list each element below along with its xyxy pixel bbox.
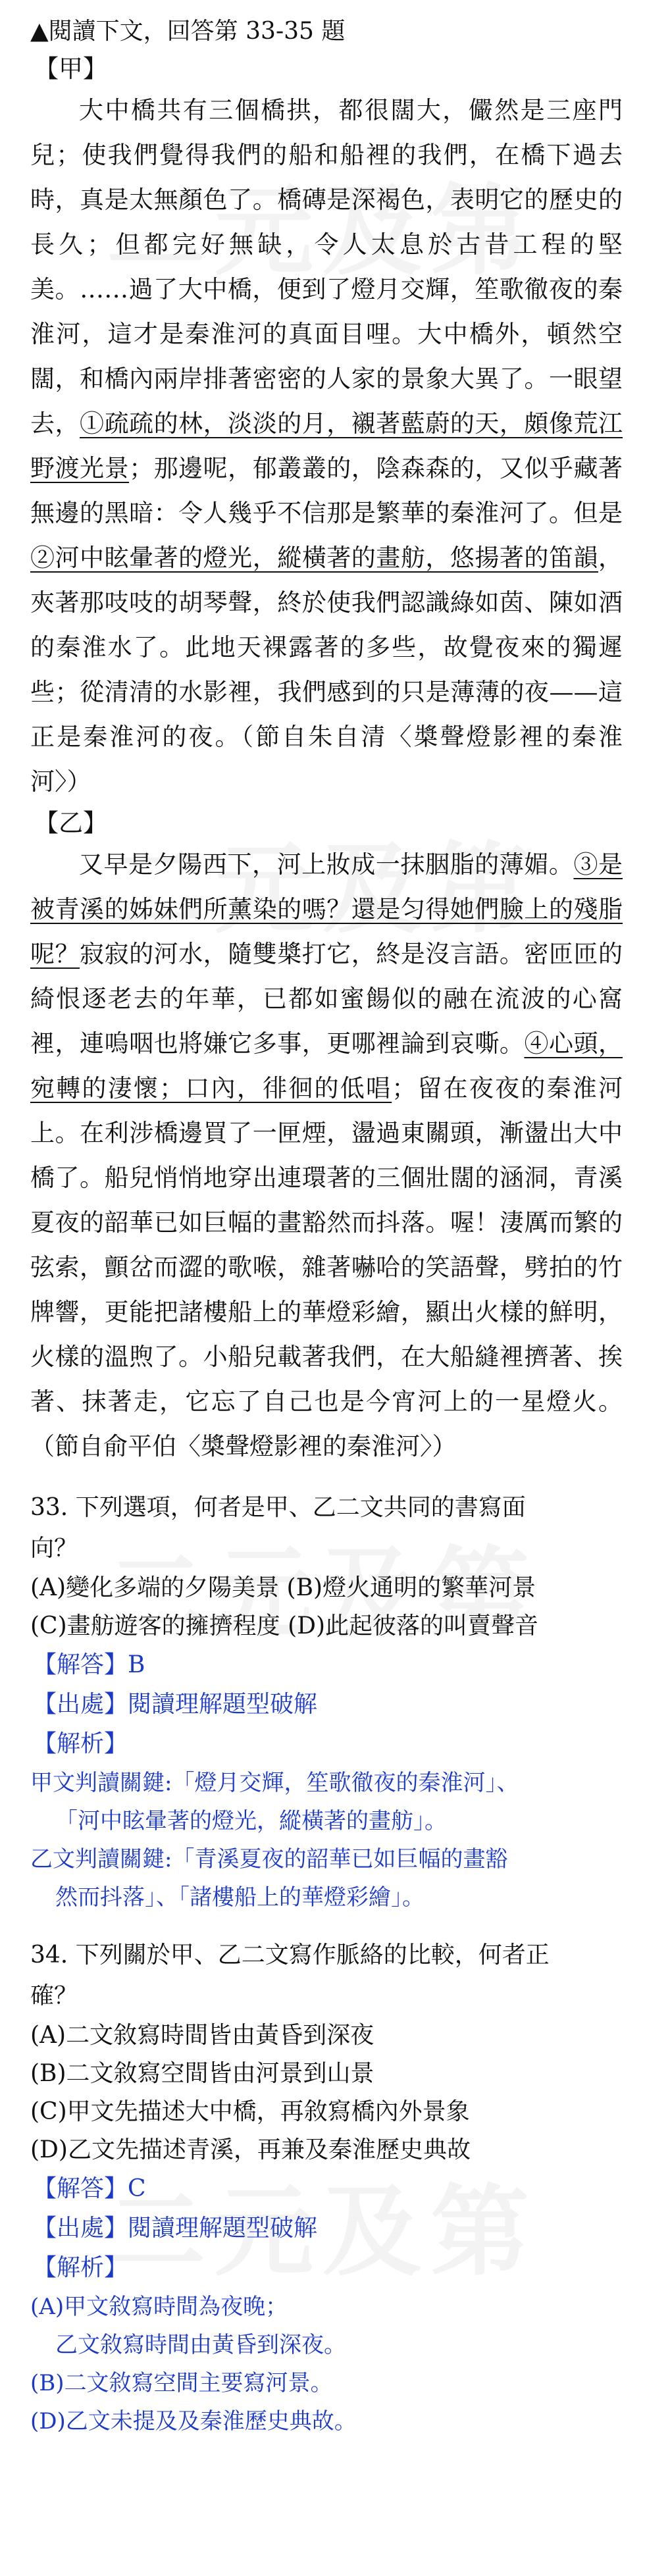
question-34-note-d: (D)乙文未提及及秦淮歷史典故。 [30, 2408, 357, 2434]
passage-a-label: 【甲】 [34, 55, 107, 83]
question-34-answer: 【解答】C [33, 2175, 146, 2202]
underline-phrase-1: ①疏疏的林，淡淡的月，襯著藍蔚的天，頗像荒江野渡光景 [30, 409, 623, 482]
passage-b-label: 【乙】 [34, 809, 107, 837]
question-34-stem-cont: 確？ [30, 1982, 78, 2009]
question-34-stem: 34. 下列關於甲、乙二文寫作脈絡的比較，何者正 [30, 1942, 550, 1969]
question-33-options-ab: (A)變化多端的夕陽美景 (B)燈火通明的繁華河景 [30, 1574, 536, 1601]
question-33 [30, 1487, 623, 1917]
question-33-stem-cont: 向？ [30, 1535, 78, 1562]
question-33-options-cd: (C)畫舫遊客的擁擠程度 (D)此起彼落的叫賣聲音 [30, 1612, 539, 1639]
question-34-note-b: (B)二文敘寫空間主要寫河景。 [30, 2370, 333, 2396]
question-34-source: 【出處】閱讀理解題型破解 [33, 2215, 318, 2242]
question-34-note-a: (A)甲文敘寫時間為夜晚； [30, 2294, 288, 2320]
underline-phrase-3: ③是被青溪的姊妹們所薰染的嗎？還是匀得她們臉上的殘脂呢？ [30, 850, 623, 968]
question-34-option-a: (A)二文敘寫時間皆由黃昏到深夜 [30, 2022, 374, 2049]
question-34-option-d: (D)乙文先描述青溪，再兼及秦淮歷史典故 [30, 2136, 471, 2163]
question-33-note-a-cont: 「河中眩暈著的燈光，縱橫著的畫舫」。 [55, 1808, 447, 1834]
document-page [30, 13, 623, 2440]
question-34 [30, 1935, 623, 2440]
passage-a-text: 大中橋共有三個橋拱，都很闊大，儼然是三座門兒；使我們覺得我們的船和船裡的我們，在橋下過去時，真是太無顏色了。橋磚是深褐色，表明它的歷史的長久；但都完好無缺，令人太息於古昔工程的堅美。……過了大中橋，便到了燈月交輝，笙歌徹夜的秦淮河，這才是秦淮河的真面目哩。大中橋外，頓然空闊，和橋內兩岸排著密密的人家的景象大異了。一眼望去，①疏疏的林，淡淡的月，襯著藍蔚的天，頗像荒江野渡光景；那邊呢，郁叢叢的，陰森森的，又似乎藏著無邊的黑暗：令人幾乎不信那是繁華的秦淮河了。但是②河中眩暈著的燈光，縱橫著的畫舫，悠揚著的笛韻，夾著那吱吱的胡琴聲，終於使我們認識綠如茵、陳如酒的秦淮水了。此地天裸露著的多些，故覺夜來的獨遲些；從清清的水影裡，我們感到的只是薄薄的夜——這正是秦淮河的夜。（節自朱自清〈槳聲燈影裡的秦淮河〉） [30, 96, 623, 796]
question-34-note-a-cont: 乙文敘寫時間由黃昏到深夜。 [55, 2332, 346, 2358]
question-33-stem: 33. 下列選項，何者是甲、乙二文共同的書寫面 [30, 1494, 526, 1521]
underline-phrase-4: ④心頭，宛轉的淒懷；口內，徘徊的低唱 [30, 1029, 623, 1102]
question-33-note-b: 乙文判讀關鍵:「青溪夏夜的韶華已如巨幅的畫豁 [30, 1846, 508, 1872]
section-intro: ▲閱讀下文，回答第 33-35 題 [30, 18, 346, 45]
question-33-source: 【出處】閱讀理解題型破解 [33, 1691, 318, 1718]
question-33-answer: 【解答】B [33, 1651, 145, 1678]
question-33-note-a: 甲文判讀關鍵:「燈月交輝，笙歌徹夜的秦淮河」、 [30, 1770, 519, 1796]
passage-b-text: 又早是夕陽西下，河上妝成一抹胭脂的薄媚。③是被青溪的姊妹們所薰染的嗎？還是匀得她們臉上的殘脂呢？寂寂的河水，隨雙槳打它，終是沒言語。密匝匝的綺恨逐老去的年華，已都如蜜餳似的融在流波的心窩裡，連嗚咽也將嫌它多事，更哪裡論到哀嘶。④心頭，宛轉的淒懷；口內，徘徊的低唱；留在夜夜的秦淮河上。在利涉橋邊買了一匣煙，盪過東關頭，漸盪出大中橋了。船兒悄悄地穿出連環著的三個壯闊的涵洞，青溪夏夜的韶華已如巨幅的畫豁然而抖落。喔！淒厲而繁的弦索，顫岔而澀的歌喉，雜著嚇哈的笑語聲，劈拍的竹牌響，更能把諸樓船上的華燈彩繪，顯出火樣的鮮明，火樣的溫煦了。小船兒載著我們，在大船縫裡擠著、挨著、抹著走，它忘了自己也是今宵河上的一星燈火。（節自俞平伯〈槳聲燈影裡的秦淮河〉） [30, 850, 623, 1460]
question-33-note-b-cont: 然而抖落」、「諸樓船上的華燈彩繪」。 [55, 1884, 425, 1911]
question-34-option-b: (B)二文敘寫空間皆由河景到山景 [30, 2060, 374, 2087]
question-33-analysis-label: 【解析】 [33, 1730, 128, 1757]
underline-phrase-2: ②河中眩暈著的燈光，縱橫著的畫舫，悠揚著的笛韻 [30, 544, 598, 572]
question-34-analysis-label: 【解析】 [33, 2254, 128, 2281]
question-34-option-c: (C)甲文先描述大中橋，再敘寫橋內外景象 [30, 2098, 470, 2125]
